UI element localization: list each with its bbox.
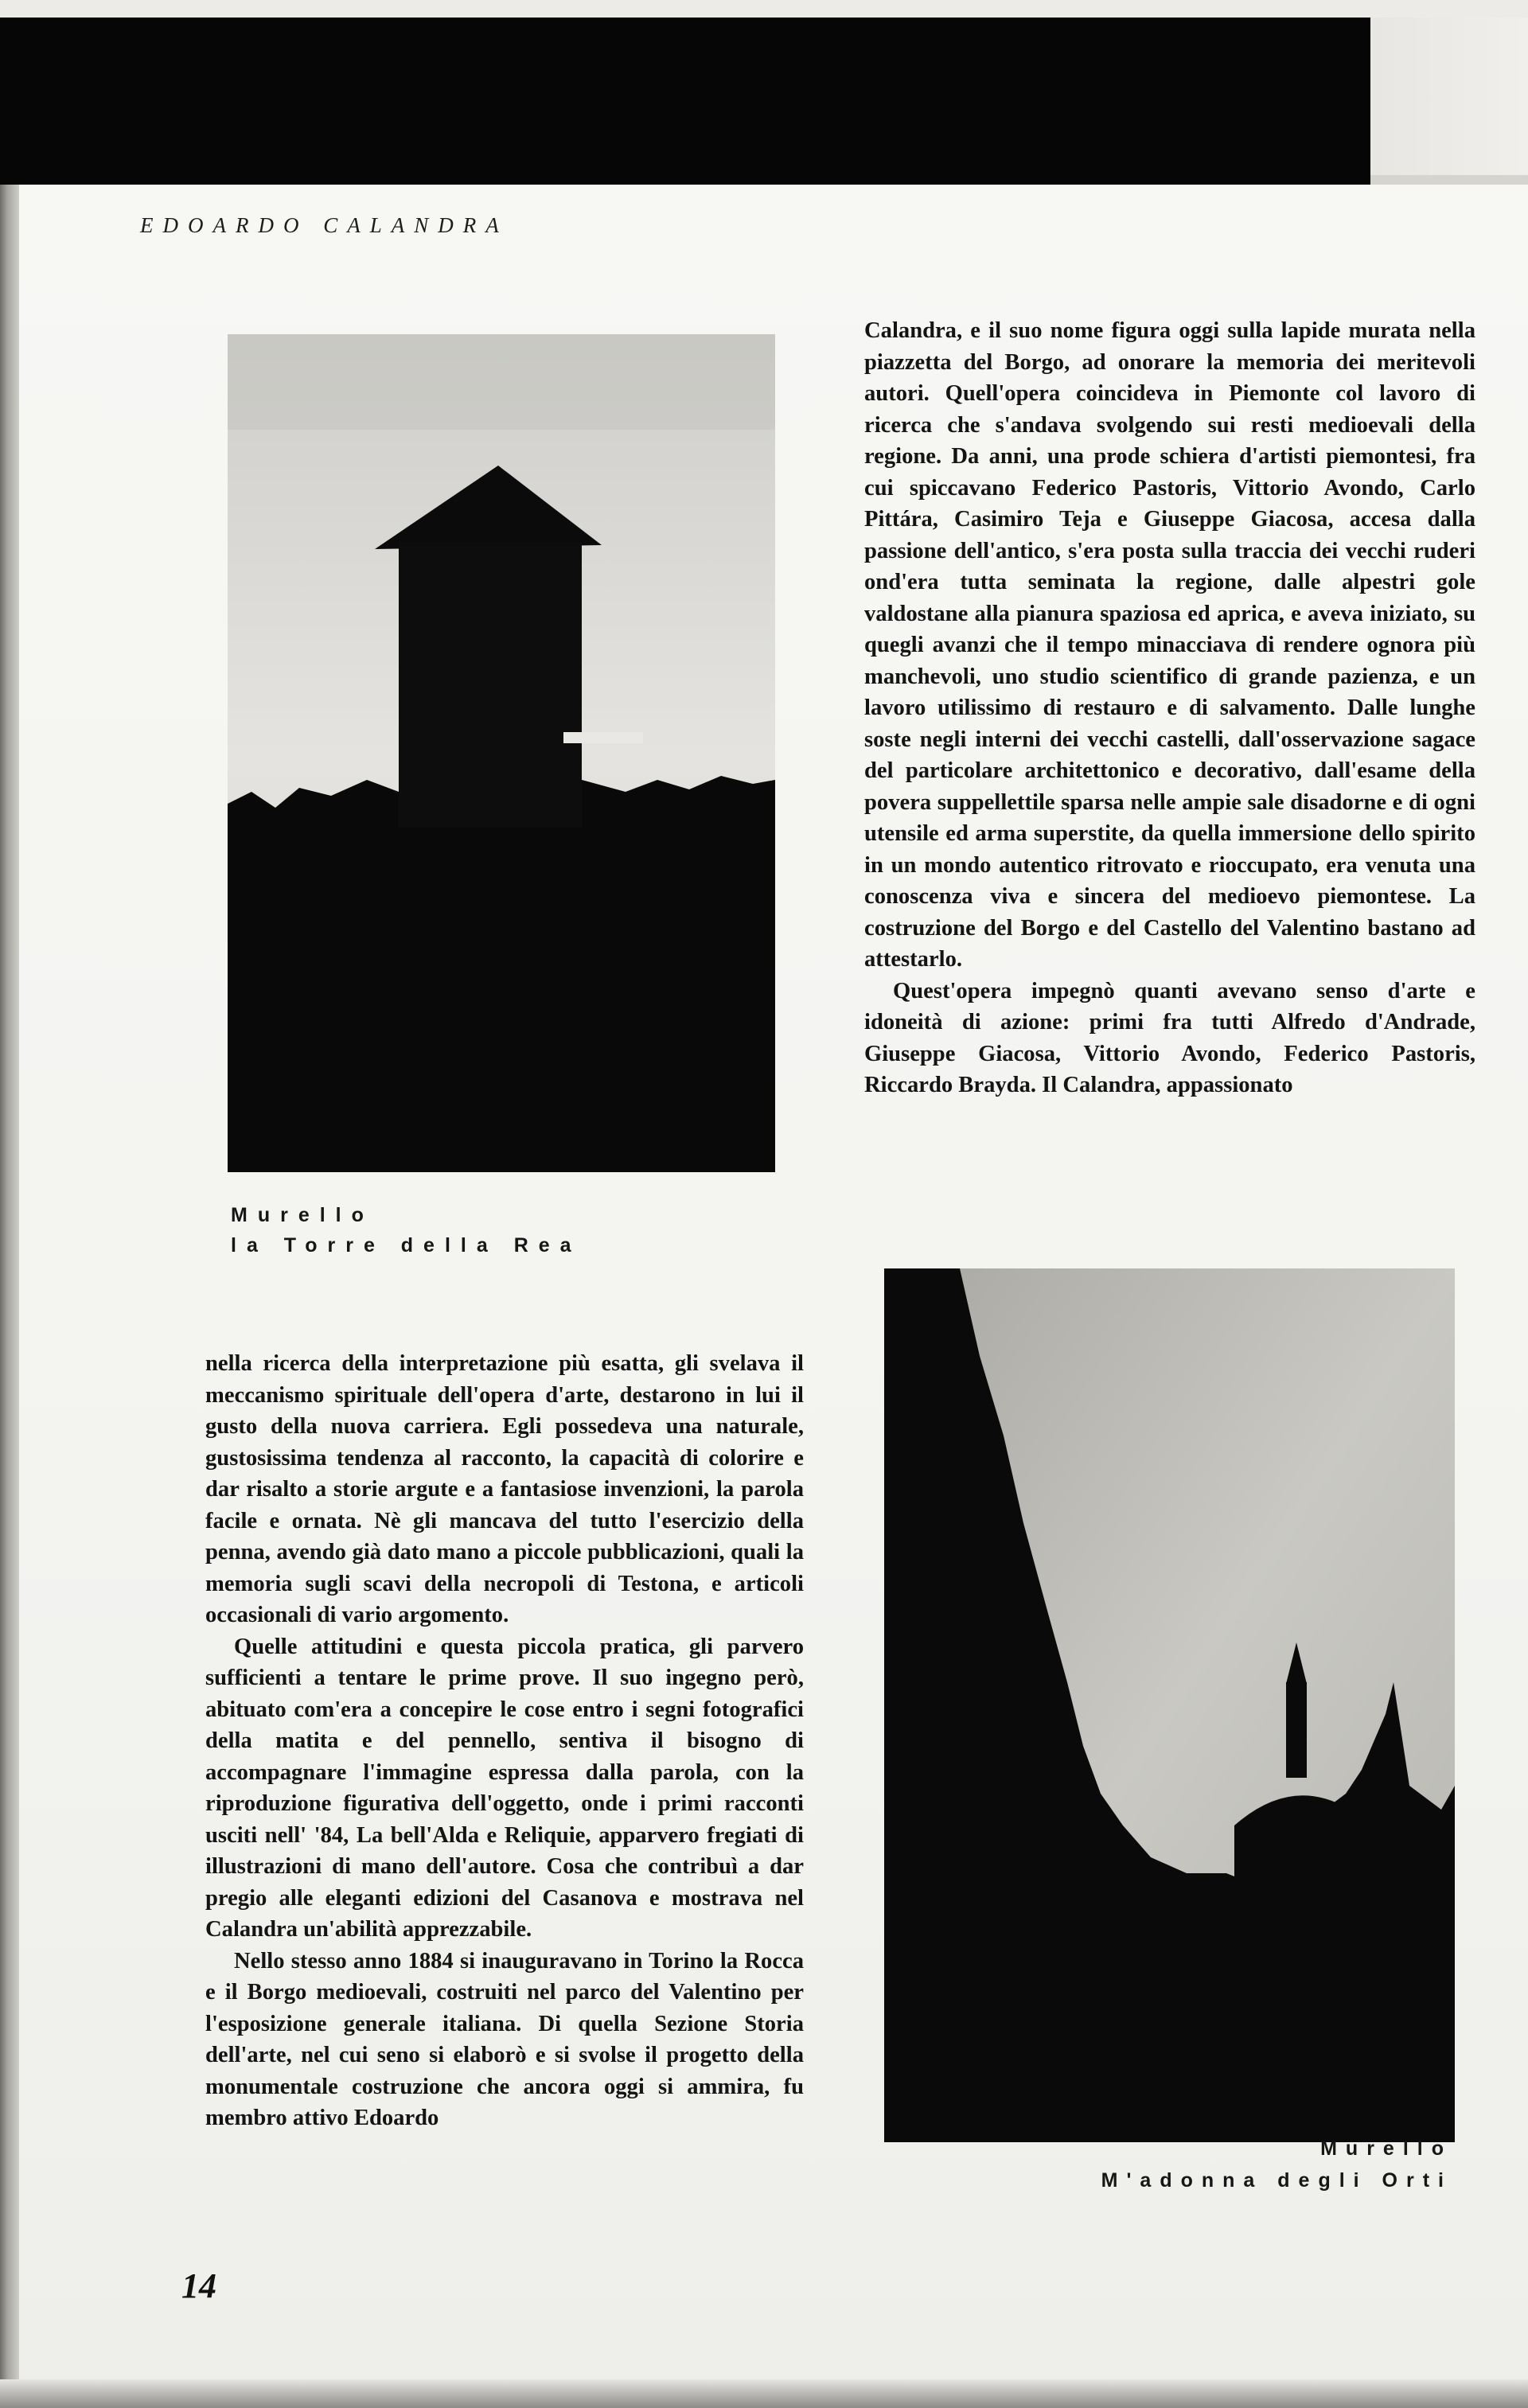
figure-caption-2 (1035, 2133, 1452, 2196)
church-photo-graphic (884, 1268, 1455, 2142)
paragraph: nella ricerca della interpretazione più esatta, gli svelava il meccanismo spirituale dell'opera d'arte, destarono in lui il gusto della nuova carriera. Egli possedeva una naturale, gustosissima tendenza al racconto, la capacità di colorire e dar risalto a storie argute e a fantasiose invenzioni, la parola facile e ornata. Nè gli mancava del tutto l'esercizio della penna, avendo già dato mano a piccole pubblicazioni, quali la memoria sugli scavi della necropoli di Testona, e articoli occasionali di vario argomento. (205, 1351, 804, 1627)
caption-line: Murello (1320, 2137, 1452, 2160)
photo-torre-della-rea (228, 334, 775, 1172)
page-number: 14 (181, 2266, 216, 2305)
scan-dark-border (0, 18, 1370, 185)
paragraph: Nello stesso anno 1884 si inauguravano in Torino la Rocca e il Borgo medioevali, costruiti nel parco del Valentino per l'esposizione generale italiana. Di quella Sezione Storia dell'arte, nel cui seno si elaborò e si svolse il progetto della monumentale costruzione che ancora oggi si ammira, fu membro attivo Edoardo (205, 1948, 804, 2130)
paragraph: Calandra, e il suo nome figura oggi sulla lapide murata nella piazzetta del Borgo, ad onorare la memoria dei meritevoli autori. Quell'opera coincideva in Piemonte col lavoro di ricerca che s'andava svolgendo sui resti medioevali della regione. Da anni, una prode schiera d'artisti piemontesi, fra cui spiccavano Federico Pastoris, Vittorio Avondo, Carlo Pittára, Casimiro Teja e Giuseppe Giacosa, accesa dalla passione dell'antico, s'era posta sulla traccia dei vecchi ruderi ond'era tutta seminata la regione, dalle alpestri gole valdostane alla pianura spaziosa ed aprica, e aveva iniziato, su quegli avanzi che il tempo minacciava di rendere ognora più manchevoli, uno studio scientifico di grande pazienza, e un lavoro utilissimo di restauro e di salvamento. Dalle lunghe soste negli interni dei vecchi castelli, dall'osservazione sagace del particolare architettonico e decorativo, dall'esame della povera suppellettile sparsa nelle ampie sale disadorne e di ogni utensile ed arma superstite, da quella immersione dello spirito in un mondo autentico ritrovato e rioccupato, era venuta una conoscenza viva e sincera del medioevo piemontese. La costruzione del Borgo e del Castello del Valentino bastano ad attestarlo. (864, 318, 1475, 972)
scan-binding-edge (0, 185, 19, 2408)
figure-caption-1 (231, 1200, 582, 1260)
scan-corner (1370, 18, 1528, 175)
text-column-left (205, 1348, 804, 2134)
tower-photo-graphic (228, 334, 775, 1172)
paragraph: Quelle attitudini e questa piccola pratica, gli parvero sufficienti a tentare le prime prove. Il suo ingegno però, abituato com'era a concepire le cose entro i segni fotografici della matita e del pennello, sentiva il bisogno di accompagnare l'immagine espressa dalla parola, con la riproduzione figurativa dell'oggetto, onde i primi racconti usciti nell' '84, La bell'Alda e Reliquie, apparvero fregiati di illustrazioni di mano dell'autore. Cosa che contribuì a dar pregio alle eleganti edizioni del Casanova e mostrava nel Calandra un'abilità apprezzabile. (205, 1634, 804, 1942)
caption-line: Murello (231, 1204, 374, 1226)
text-column-right (864, 315, 1475, 1101)
caption-line: M'adonna degli Orti (1101, 2169, 1452, 2192)
running-header: EDOARDO CALANDRA (140, 213, 509, 237)
caption-line: la Torre della Rea (231, 1234, 582, 1257)
paragraph: Quest'opera impegnò quanti avevano senso d'arte e idoneità di azione: primi fra tutti Alfredo d'Andrade, Giuseppe Giacosa, Vittorio Avondo, Federico Pastoris, Riccardo Brayda. Il Calandra, appassionato (864, 978, 1475, 1097)
photo-madonna-degli-orti (884, 1268, 1455, 2142)
scan-bottom-edge (0, 2379, 1528, 2408)
